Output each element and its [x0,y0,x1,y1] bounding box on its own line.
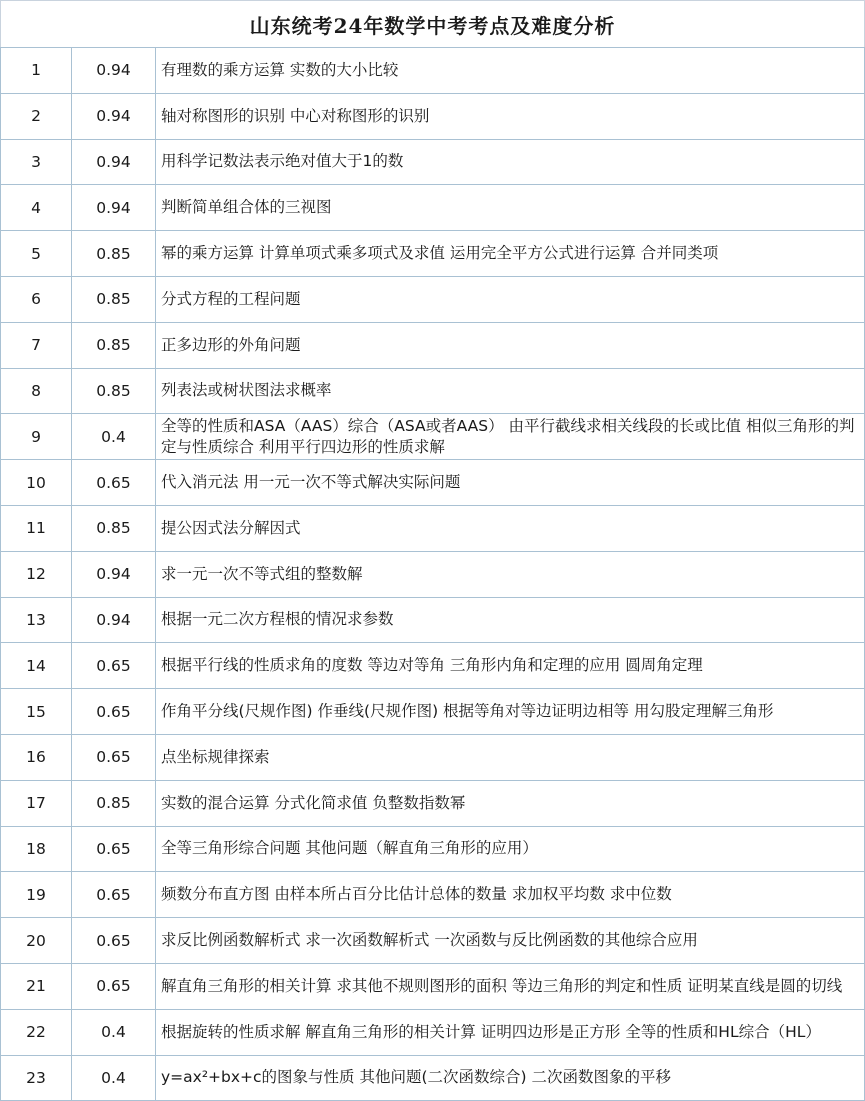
difficulty-score: 0.65 [72,689,156,735]
difficulty-score: 0.85 [72,505,156,551]
difficulty-score: 0.65 [72,460,156,506]
knowledge-points: 有理数的乘方运算 实数的大小比较 [156,48,865,94]
knowledge-points: 作角平分线(尺规作图) 作垂线(尺规作图) 根据等角对等边证明边相等 用勾股定理解三角形 [156,689,865,735]
knowledge-points: y=ax²+bx+c的图象与性质 其他问题(二次函数综合) 二次函数图象的平移 [156,1055,865,1101]
table-row [1,48,865,94]
question-number: 10 [1,460,72,506]
question-number: 9 [1,414,72,460]
question-number: 19 [1,872,72,918]
question-number: 18 [1,826,72,872]
knowledge-points: 根据平行线的性质求角的度数 等边对等角 三角形内角和定理的应用 圆周角定理 [156,643,865,689]
knowledge-points: 全等的性质和ASA（AAS）综合（ASA或者AAS） 由平行截线求相关线段的长或比值 相似三角形的判定与性质综合 利用平行四边形的性质求解 [156,414,865,460]
knowledge-points: 代入消元法 用一元一次不等式解决实际问题 [156,460,865,506]
difficulty-score: 0.65 [72,872,156,918]
knowledge-points: 解直角三角形的相关计算 求其他不规则图形的面积 等边三角形的判定和性质 证明某直线是圆的切线 [156,963,865,1009]
question-number: 8 [1,368,72,414]
question-number: 14 [1,643,72,689]
difficulty-score: 0.85 [72,276,156,322]
difficulty-score: 0.94 [72,48,156,94]
difficulty-score: 0.65 [72,963,156,1009]
table-row [1,505,865,551]
table-row [1,780,865,826]
difficulty-score: 0.65 [72,826,156,872]
table-row [1,93,865,139]
question-number: 7 [1,322,72,368]
table-row [1,872,865,918]
sheet-title: 山东统考24年数学中考考点及难度分析 [0,0,865,47]
table-row [1,139,865,185]
table-row [1,643,865,689]
table-row [1,368,865,414]
question-number: 17 [1,780,72,826]
question-number: 6 [1,276,72,322]
question-number: 1 [1,48,72,94]
table-row [1,551,865,597]
table-row [1,734,865,780]
knowledge-points: 轴对称图形的识别 中心对称图形的识别 [156,93,865,139]
table-row [1,276,865,322]
question-number: 20 [1,918,72,964]
knowledge-points: 根据一元二次方程根的情况求参数 [156,597,865,643]
table-row [1,414,865,460]
table-row [1,918,865,964]
difficulty-score: 0.65 [72,643,156,689]
difficulty-score: 0.94 [72,185,156,231]
difficulty-score: 0.85 [72,780,156,826]
knowledge-points: 用科学记数法表示绝对值大于1的数 [156,139,865,185]
question-number: 3 [1,139,72,185]
difficulty-score: 0.4 [72,414,156,460]
knowledge-points: 求一元一次不等式组的整数解 [156,551,865,597]
difficulty-score: 0.94 [72,597,156,643]
question-number: 21 [1,963,72,1009]
question-number: 2 [1,93,72,139]
difficulty-score: 0.85 [72,231,156,277]
table-row [1,185,865,231]
question-number: 13 [1,597,72,643]
knowledge-points: 根据旋转的性质求解 解直角三角形的相关计算 证明四边形是正方形 全等的性质和HL综合（HL） [156,1009,865,1055]
question-number: 16 [1,734,72,780]
knowledge-points: 幂的乘方运算 计算单项式乘多项式及求值 运用完全平方公式进行运算 合并同类项 [156,231,865,277]
table-row [1,322,865,368]
difficulty-score: 0.94 [72,551,156,597]
knowledge-points: 实数的混合运算 分式化简求值 负整数指数幂 [156,780,865,826]
table-row [1,963,865,1009]
topics-table [0,47,865,1101]
difficulty-score: 0.4 [72,1055,156,1101]
knowledge-points: 正多边形的外角问题 [156,322,865,368]
question-number: 12 [1,551,72,597]
table-row [1,231,865,277]
knowledge-points: 点坐标规律探索 [156,734,865,780]
difficulty-score: 0.65 [72,918,156,964]
question-number: 22 [1,1009,72,1055]
table-row [1,460,865,506]
question-number: 4 [1,185,72,231]
knowledge-points: 判断简单组合体的三视图 [156,185,865,231]
table-row [1,597,865,643]
difficulty-score: 0.65 [72,734,156,780]
difficulty-score: 0.94 [72,139,156,185]
knowledge-points: 求反比例函数解析式 求一次函数解析式 一次函数与反比例函数的其他综合应用 [156,918,865,964]
difficulty-score: 0.85 [72,368,156,414]
difficulty-score: 0.85 [72,322,156,368]
table-row [1,826,865,872]
knowledge-points: 分式方程的工程问题 [156,276,865,322]
table-row [1,1055,865,1101]
knowledge-points: 提公因式法分解因式 [156,505,865,551]
question-number: 15 [1,689,72,735]
table-row [1,689,865,735]
knowledge-points: 频数分布直方图 由样本所占百分比估计总体的数量 求加权平均数 求中位数 [156,872,865,918]
table-row [1,1009,865,1055]
difficulty-score: 0.94 [72,93,156,139]
knowledge-points: 列表法或树状图法求概率 [156,368,865,414]
question-number: 11 [1,505,72,551]
difficulty-score: 0.4 [72,1009,156,1055]
question-number: 23 [1,1055,72,1101]
knowledge-points: 全等三角形综合问题 其他问题（解直角三角形的应用） [156,826,865,872]
question-number: 5 [1,231,72,277]
